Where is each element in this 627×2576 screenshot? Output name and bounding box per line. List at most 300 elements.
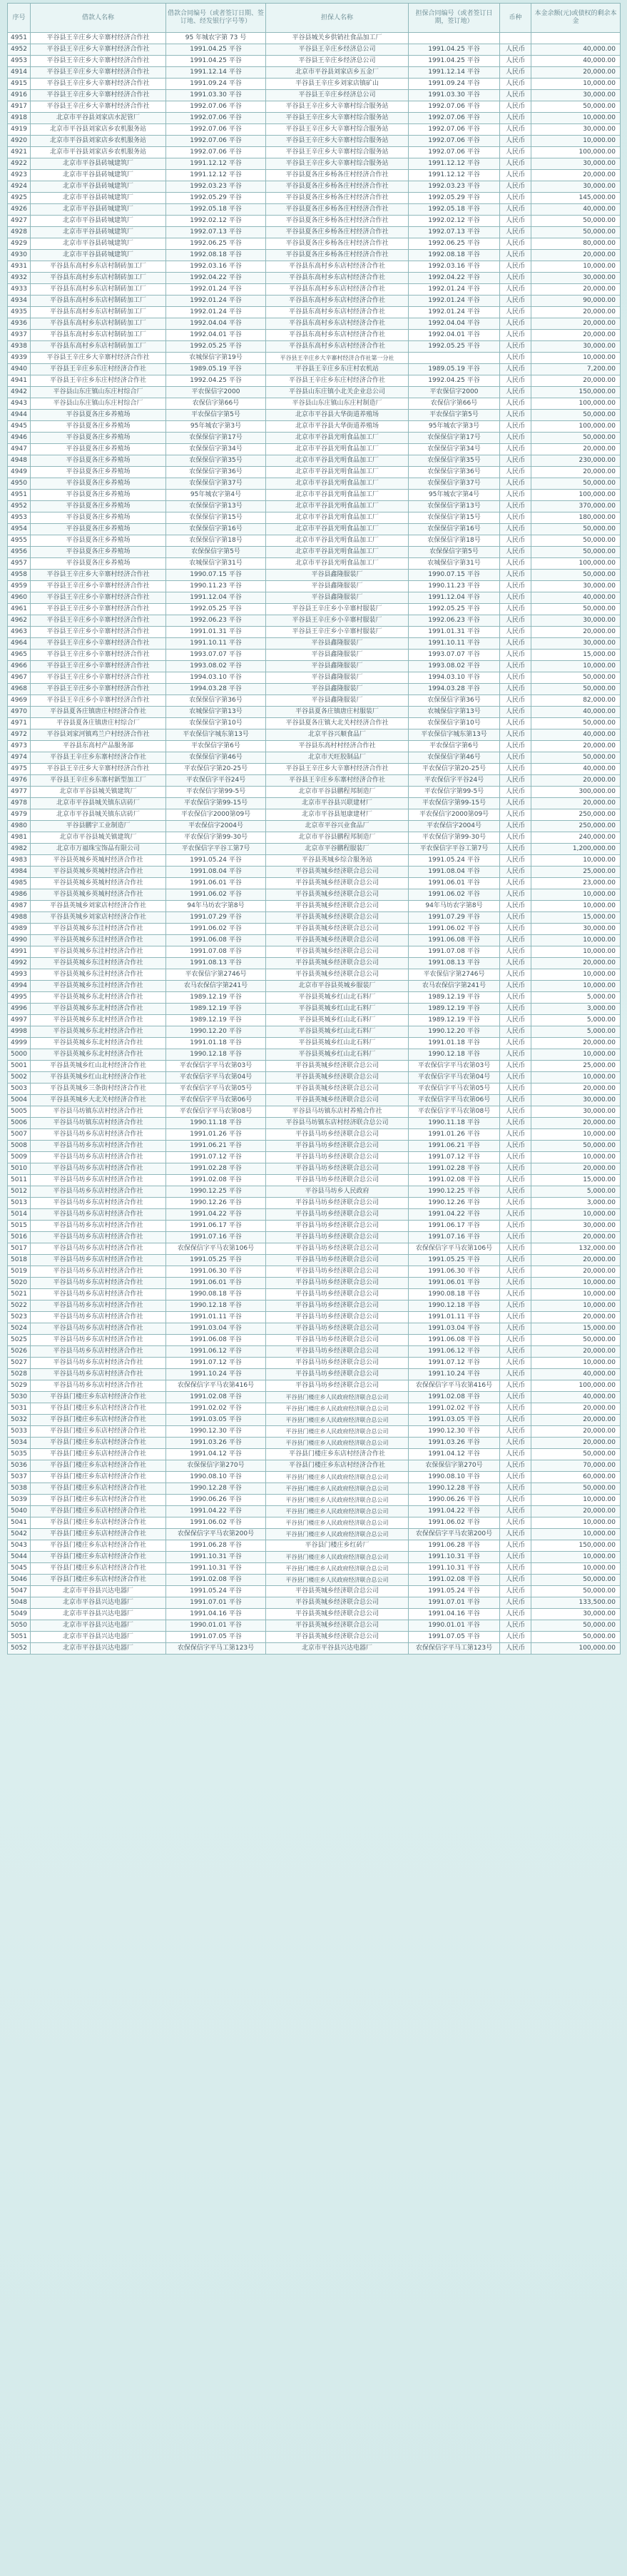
row-index: 5019 bbox=[8, 1266, 31, 1278]
row-index: 5026 bbox=[8, 1346, 31, 1358]
row-currency: 人民币 bbox=[500, 1426, 531, 1438]
table-row bbox=[8, 912, 621, 924]
row-index: 4993 bbox=[8, 969, 31, 981]
row-index: 4928 bbox=[8, 227, 31, 238]
row-currency: 人民币 bbox=[500, 1460, 531, 1472]
row-currency: 人民币 bbox=[500, 307, 531, 318]
row-index: 5017 bbox=[8, 1243, 31, 1255]
row-borrower: 北京市平谷县砖城建筑厂 bbox=[31, 181, 166, 193]
row-loan-contract: 平农保信字2004号 bbox=[166, 821, 266, 832]
row-guarantee-contract: 1992.04.25 平谷 bbox=[409, 375, 500, 387]
row-guarantee-contract: 平农保信字第2746号 bbox=[409, 969, 500, 981]
row-borrower: 平谷县门楼庄乡东店村经济合作社 bbox=[31, 1540, 166, 1552]
row-guarantor: 平谷县东高村乡东店村经济合作社 bbox=[266, 273, 409, 284]
row-guarantee-contract: 平农保信字平马农第04号 bbox=[409, 1072, 500, 1084]
row-currency: 人民币 bbox=[500, 353, 531, 364]
row-index: 4932 bbox=[8, 273, 31, 284]
row-currency: 人民币 bbox=[500, 387, 531, 398]
table-row bbox=[8, 969, 621, 981]
row-guarantee-contract: 1991.05.24 平谷 bbox=[409, 855, 500, 867]
row-guarantee-contract: 1989.05.19 平谷 bbox=[409, 364, 500, 375]
table-row bbox=[8, 79, 621, 90]
row-index: 4935 bbox=[8, 307, 31, 318]
row-currency: 人民币 bbox=[500, 684, 531, 695]
row-loan-contract: 平农保信字第2746号 bbox=[166, 969, 266, 981]
row-borrower: 平谷县王辛庄乡小辛寨村经济合作社 bbox=[31, 604, 166, 615]
row-guarantor: 平谷县东高村乡东店村经济合作社 bbox=[266, 341, 409, 353]
row-guarantor: 北京市平谷县光明食品加工厂 bbox=[266, 558, 409, 570]
row-principal: 145,000.00 bbox=[531, 193, 621, 204]
row-currency: 人民币 bbox=[500, 1004, 531, 1015]
row-principal: 20,000.00 bbox=[531, 318, 621, 330]
row-loan-contract: 平农保信字平谷工第7号 bbox=[166, 844, 266, 855]
row-loan-contract: 1990.12.20 平谷 bbox=[166, 1026, 266, 1038]
row-index: 5014 bbox=[8, 1209, 31, 1221]
row-guarantor: 平谷县马坊乡经济联合总公司 bbox=[266, 1380, 409, 1392]
row-guarantee-contract: 1991.01.31 平谷 bbox=[409, 627, 500, 638]
row-loan-contract: 1991.03.05 平谷 bbox=[166, 1415, 266, 1426]
row-loan-contract: 平农保信字第6号 bbox=[166, 741, 266, 752]
row-guarantor: 平谷县门楼庄乡人民政府经济联合总公司 bbox=[266, 1529, 409, 1540]
row-borrower: 平谷县东高村乡东店村制砖加工厂 bbox=[31, 273, 166, 284]
row-guarantor: 平谷县王辛庄乡经济总公司 bbox=[266, 90, 409, 101]
header-principal: 本金余额(元)或债权的剩余本金 bbox=[531, 4, 621, 33]
row-currency: 人民币 bbox=[500, 832, 531, 844]
row-index: 4949 bbox=[8, 467, 31, 478]
row-index: 5030 bbox=[8, 1392, 31, 1403]
row-currency: 人民币 bbox=[500, 958, 531, 969]
row-guarantor: 平谷县马坊乡经济联合总公司 bbox=[266, 1243, 409, 1255]
row-currency: 人民币 bbox=[500, 1198, 531, 1209]
row-borrower: 平谷县山东庄镇山东庄村综合厂 bbox=[31, 398, 166, 410]
row-guarantor: 平谷县城关乡供销社食品加工厂 bbox=[266, 33, 409, 44]
row-currency: 人民币 bbox=[500, 581, 531, 592]
row-loan-contract: 1991.06.02 平谷 bbox=[166, 924, 266, 935]
row-principal: 50,000.00 bbox=[531, 1586, 621, 1597]
row-guarantor: 平谷县马坊乡经济联合总公司 bbox=[266, 1346, 409, 1358]
row-guarantee-contract: 1991.06.01 平谷 bbox=[409, 878, 500, 889]
row-loan-contract: 95 年城农字第 73 号 bbox=[166, 33, 266, 44]
row-currency: 人民币 bbox=[500, 1597, 531, 1609]
row-guarantee-contract: 1992.05.29 平谷 bbox=[409, 193, 500, 204]
row-guarantor: 平谷县英城乡经济联合总公司 bbox=[266, 1084, 409, 1095]
row-loan-contract: 1992.03.16 平谷 bbox=[166, 261, 266, 273]
row-borrower: 平谷县英城乡东北村经济合作社 bbox=[31, 992, 166, 1004]
row-guarantor: 北京市平谷县光明食品加工厂 bbox=[266, 501, 409, 512]
row-guarantor: 平谷县英城乡红山北石料厂 bbox=[266, 992, 409, 1004]
table-row bbox=[8, 524, 621, 535]
row-index: 5029 bbox=[8, 1380, 31, 1392]
row-borrower: 平谷县英城乡刘家店村经济合作社 bbox=[31, 912, 166, 924]
row-principal: 5,000.00 bbox=[531, 992, 621, 1004]
row-guarantee-contract: 1992.04.04 平谷 bbox=[409, 318, 500, 330]
row-guarantor: 平谷县马坊乡经济联合总公司 bbox=[266, 1335, 409, 1346]
row-currency: 人民币 bbox=[500, 661, 531, 672]
row-borrower: 平谷县马坊镇东店村经济合作社 bbox=[31, 1118, 166, 1129]
row-principal: 10,000.00 bbox=[531, 855, 621, 867]
row-borrower: 平谷县马坊乡东店村经济合作社 bbox=[31, 1266, 166, 1278]
row-guarantor: 平谷县马坊乡经济联合总公司 bbox=[266, 1266, 409, 1278]
row-loan-contract: 1991.12.12 平谷 bbox=[166, 170, 266, 181]
row-loan-contract: 1990.11.23 平谷 bbox=[166, 581, 266, 592]
row-guarantee-contract: 1991.06.02 平谷 bbox=[409, 1517, 500, 1529]
row-guarantor: 平谷县英城乡经济联合总公司 bbox=[266, 924, 409, 935]
row-borrower: 平谷县夏各庄乡养殖场 bbox=[31, 433, 166, 444]
header-borrower: 借款人名称 bbox=[31, 4, 166, 33]
row-guarantee-contract: 1992.04.22 平谷 bbox=[409, 273, 500, 284]
row-loan-contract: 平农保信字2000 bbox=[166, 387, 266, 398]
row-borrower: 平谷县马坊乡东店村经济合作社 bbox=[31, 1312, 166, 1323]
row-loan-contract: 农保保信字平马工第123号 bbox=[166, 1643, 266, 1655]
row-loan-contract: 1992.04.25 平谷 bbox=[166, 375, 266, 387]
row-loan-contract: 94年马坊农字第8号 bbox=[166, 901, 266, 912]
row-guarantee-contract: 农城保信字第31号 bbox=[409, 558, 500, 570]
table-row bbox=[8, 981, 621, 992]
table-row bbox=[8, 307, 621, 318]
table-row bbox=[8, 1266, 621, 1278]
row-currency: 人民币 bbox=[500, 764, 531, 775]
row-currency: 人民币 bbox=[500, 1163, 531, 1175]
row-principal: 150,000.00 bbox=[531, 387, 621, 398]
row-borrower: 平谷县门楼庄乡东店村经济合作社 bbox=[31, 1552, 166, 1563]
row-principal: 50,000.00 bbox=[531, 684, 621, 695]
row-borrower: 平谷县王辛庄乡大辛寨村经济合作社 bbox=[31, 56, 166, 67]
row-loan-contract: 1992.07.06 平谷 bbox=[166, 113, 266, 124]
row-borrower: 北京市平谷县兴达电器厂 bbox=[31, 1609, 166, 1620]
row-principal: 300,000.00 bbox=[531, 787, 621, 798]
row-loan-contract: 1991.06.21 平谷 bbox=[166, 1141, 266, 1152]
row-guarantee-contract: 1991.06.01 平谷 bbox=[409, 1278, 500, 1289]
row-principal: 100,000.00 bbox=[531, 398, 621, 410]
row-principal: 40,000.00 bbox=[531, 592, 621, 604]
table-row bbox=[8, 1632, 621, 1643]
row-guarantor: 北京市平谷县光明食品加工厂 bbox=[266, 547, 409, 558]
row-principal: 10,000.00 bbox=[531, 889, 621, 901]
row-guarantee-contract: 平农保信字平谷24号 bbox=[409, 775, 500, 787]
table-row bbox=[8, 1483, 621, 1495]
row-index: 5042 bbox=[8, 1529, 31, 1540]
row-guarantee-contract: 1992.07.13 平谷 bbox=[409, 227, 500, 238]
row-currency: 人民币 bbox=[500, 547, 531, 558]
row-loan-contract: 1991.04.12 平谷 bbox=[166, 1449, 266, 1460]
row-guarantor: 北京市平谷县光明食品加工厂 bbox=[266, 433, 409, 444]
row-loan-contract: 1994.03.10 平谷 bbox=[166, 672, 266, 684]
row-principal: 150,000.00 bbox=[531, 1540, 621, 1552]
row-currency: 人民币 bbox=[500, 889, 531, 901]
table-row bbox=[8, 650, 621, 661]
row-guarantee-contract: 1992.06.25 平谷 bbox=[409, 238, 500, 250]
row-guarantee-contract: 1991.06.30 平谷 bbox=[409, 1266, 500, 1278]
table-row bbox=[8, 1575, 621, 1586]
row-loan-contract: 农保保信字第46号 bbox=[166, 752, 266, 764]
row-guarantee-contract: 1991.06.02 平谷 bbox=[409, 924, 500, 935]
row-borrower: 平谷县东高村乡东店村制砖加工厂 bbox=[31, 341, 166, 353]
row-borrower: 平谷县马坊乡东店村经济合作社 bbox=[31, 1243, 166, 1255]
row-borrower: 平谷县夏各庄乡养殖场 bbox=[31, 558, 166, 570]
row-index: 4943 bbox=[8, 398, 31, 410]
row-index: 5050 bbox=[8, 1620, 31, 1632]
row-guarantee-contract: 1991.07.12 平谷 bbox=[409, 1152, 500, 1163]
table-row bbox=[8, 1312, 621, 1323]
row-borrower: 平谷县夏各庄乡养殖场 bbox=[31, 478, 166, 490]
row-borrower: 平谷县门楼庄乡东店村经济合作社 bbox=[31, 1483, 166, 1495]
row-index: 4981 bbox=[8, 832, 31, 844]
row-guarantee-contract: 1991.08.04 平谷 bbox=[409, 867, 500, 878]
row-borrower: 平谷县英城乡英城村经济合作社 bbox=[31, 878, 166, 889]
row-currency: 人民币 bbox=[500, 1015, 531, 1026]
row-guarantor: 平谷县马坊乡经济联合总公司 bbox=[266, 1198, 409, 1209]
row-guarantee-contract: 1992.05.18 平谷 bbox=[409, 204, 500, 216]
table-row bbox=[8, 787, 621, 798]
row-principal: 30,000.00 bbox=[531, 1221, 621, 1232]
row-index: 5051 bbox=[8, 1632, 31, 1643]
row-index: 4939 bbox=[8, 353, 31, 364]
row-currency: 人民币 bbox=[500, 101, 531, 113]
row-index: 4951 bbox=[8, 490, 31, 501]
row-currency: 人民币 bbox=[500, 1563, 531, 1575]
row-borrower: 平谷县马坊乡东店村经济合作社 bbox=[31, 1232, 166, 1243]
row-currency: 人民币 bbox=[500, 44, 531, 56]
row-currency: 人民币 bbox=[500, 181, 531, 193]
row-guarantee-contract: 农保保信字第17号 bbox=[409, 433, 500, 444]
table-row bbox=[8, 1335, 621, 1346]
row-borrower: 平谷县英城乡英城村经济合作社 bbox=[31, 867, 166, 878]
row-borrower: 平谷县王辛庄乡大辛寨村经济合作社 bbox=[31, 90, 166, 101]
row-principal: 50,000.00 bbox=[531, 410, 621, 421]
debt-table bbox=[7, 3, 621, 1655]
table-row bbox=[8, 604, 621, 615]
row-loan-contract: 1991.02.28 平谷 bbox=[166, 1163, 266, 1175]
table-row bbox=[8, 387, 621, 398]
table-row bbox=[8, 695, 621, 707]
row-guarantor: 北京市天旺胶制品厂 bbox=[266, 752, 409, 764]
table-row bbox=[8, 718, 621, 729]
row-index: 4977 bbox=[8, 787, 31, 798]
row-borrower: 平谷县王辛庄乡小辛寨村经济合作社 bbox=[31, 592, 166, 604]
row-borrower: 平谷县王辛庄乡大辛寨村经济合作社 bbox=[31, 101, 166, 113]
row-borrower: 平谷县英城乡东北村经济合作社 bbox=[31, 1004, 166, 1015]
row-borrower: 平谷县王辛庄乡小辛寨村经济合作社 bbox=[31, 638, 166, 650]
row-borrower: 平谷县门楼庄乡东店村经济合作社 bbox=[31, 1506, 166, 1517]
row-index: 4965 bbox=[8, 650, 31, 661]
row-currency: 人民币 bbox=[500, 250, 531, 261]
row-currency: 人民币 bbox=[500, 433, 531, 444]
row-borrower: 北京市平谷县砖城建筑厂 bbox=[31, 238, 166, 250]
row-guarantee-contract: 1991.02.08 平谷 bbox=[409, 1575, 500, 1586]
row-guarantor: 平谷县门楼庄乡人民政府经济联合总公司 bbox=[266, 1506, 409, 1517]
row-guarantor: 平谷县门楼庄乡人民政府经济联合总公司 bbox=[266, 1495, 409, 1506]
row-principal: 100,000.00 bbox=[531, 1643, 621, 1655]
row-loan-contract: 1989.05.19 平谷 bbox=[166, 364, 266, 375]
row-guarantor: 平谷县英城乡经济联合总公司 bbox=[266, 946, 409, 958]
row-guarantee-contract: 农马农保信字第241号 bbox=[409, 981, 500, 992]
row-borrower: 平谷县马坊乡东店村经济合作社 bbox=[31, 1175, 166, 1186]
row-principal: 3,000.00 bbox=[531, 1004, 621, 1015]
row-principal: 40,000.00 bbox=[531, 729, 621, 741]
table-row bbox=[8, 1586, 621, 1597]
row-guarantee-contract: 农保保信字第270号 bbox=[409, 1460, 500, 1472]
row-guarantee-contract: 农保保信字平马农第106号 bbox=[409, 1243, 500, 1255]
row-index: 4936 bbox=[8, 318, 31, 330]
row-loan-contract: 农保保信字第36号 bbox=[166, 467, 266, 478]
row-guarantee-contract: 1991.02.08 平谷 bbox=[409, 1392, 500, 1403]
row-guarantor: 平谷县夏各庄乡杨各庄村经济合作社 bbox=[266, 204, 409, 216]
row-borrower: 平谷县英城乡东北村经济合作社 bbox=[31, 1026, 166, 1038]
row-loan-contract: 1991.04.16 平谷 bbox=[166, 1609, 266, 1620]
row-loan-contract: 平农保信字第99-30号 bbox=[166, 832, 266, 844]
row-currency: 人民币 bbox=[500, 1323, 531, 1335]
row-index: 4957 bbox=[8, 558, 31, 570]
row-guarantee-contract: 1991.01.11 平谷 bbox=[409, 1312, 500, 1323]
row-borrower: 平谷县马坊乡东店村经济合作社 bbox=[31, 1129, 166, 1141]
row-guarantor: 平谷县王辛庄乡东寨村经济合作社 bbox=[266, 775, 409, 787]
row-guarantor: 平谷县鑫隆服装厂 bbox=[266, 650, 409, 661]
row-guarantee-contract: 1993.08.02 平谷 bbox=[409, 661, 500, 672]
row-borrower: 北京市平谷县城关镇建筑厂 bbox=[31, 832, 166, 844]
row-borrower: 平谷县王辛庄乡小辛寨村经济合作社 bbox=[31, 650, 166, 661]
row-index: 4921 bbox=[8, 147, 31, 158]
row-currency: 人民币 bbox=[500, 398, 531, 410]
row-guarantee-contract: 平农保信字城东第13号 bbox=[409, 729, 500, 741]
row-principal: 10,000.00 bbox=[531, 661, 621, 672]
row-borrower: 北京市平谷县砖城建筑厂 bbox=[31, 216, 166, 227]
row-loan-contract: 平农保信字第99-15号 bbox=[166, 798, 266, 809]
table-row bbox=[8, 410, 621, 421]
row-guarantor: 平谷县王辛庄乡小辛寨村服装厂 bbox=[266, 604, 409, 615]
row-index: 4973 bbox=[8, 741, 31, 752]
row-index: 4966 bbox=[8, 661, 31, 672]
row-currency: 人民币 bbox=[500, 478, 531, 490]
table-row bbox=[8, 1540, 621, 1552]
row-loan-contract: 1991.08.13 平谷 bbox=[166, 958, 266, 969]
row-borrower: 平谷县马坊乡东店村经济合作社 bbox=[31, 1198, 166, 1209]
row-currency: 人民币 bbox=[500, 204, 531, 216]
row-borrower: 北京市平谷县城关镇东店砖厂 bbox=[31, 798, 166, 809]
row-loan-contract: 1991.04.22 平谷 bbox=[166, 1209, 266, 1221]
row-loan-contract: 农保保信字第37号 bbox=[166, 478, 266, 490]
row-loan-contract: 1991.07.12 平谷 bbox=[166, 1152, 266, 1163]
row-guarantor: 平谷县夏各庄乡杨各庄村经济合作社 bbox=[266, 227, 409, 238]
row-principal: 20,000.00 bbox=[531, 627, 621, 638]
row-guarantee-contract: 1991.04.16 平谷 bbox=[409, 1609, 500, 1620]
row-principal: 20,000.00 bbox=[531, 1426, 621, 1438]
row-guarantor: 平谷县英城乡综合服务站 bbox=[266, 855, 409, 867]
row-loan-contract: 1990.12.28 平谷 bbox=[166, 1483, 266, 1495]
table-row bbox=[8, 1472, 621, 1483]
row-currency: 人民币 bbox=[500, 946, 531, 958]
table-row bbox=[8, 1495, 621, 1506]
row-loan-contract: 平农保信字第20-25号 bbox=[166, 764, 266, 775]
table-row bbox=[8, 490, 621, 501]
row-guarantee-contract: 平农保信字平马农第05号 bbox=[409, 1084, 500, 1095]
row-index: 4944 bbox=[8, 410, 31, 421]
table-row bbox=[8, 1049, 621, 1061]
row-loan-contract: 1990.12.25 平谷 bbox=[166, 1186, 266, 1198]
row-loan-contract: 农保保信字第270号 bbox=[166, 1460, 266, 1472]
row-index: 4994 bbox=[8, 981, 31, 992]
row-index: 4942 bbox=[8, 387, 31, 398]
row-index: 4933 bbox=[8, 284, 31, 296]
table-row bbox=[8, 1300, 621, 1312]
row-index: 5038 bbox=[8, 1483, 31, 1495]
row-guarantor: 平谷县门楼庄乡人民政府经济联合总公司 bbox=[266, 1552, 409, 1563]
row-index: 4982 bbox=[8, 844, 31, 855]
row-currency: 人民币 bbox=[500, 1061, 531, 1072]
row-index: 4983 bbox=[8, 855, 31, 867]
row-guarantor: 平谷县马坊镇东店村经济联合总公司 bbox=[266, 1118, 409, 1129]
row-index: 5048 bbox=[8, 1597, 31, 1609]
row-borrower: 平谷县王辛庄乡大辛寨村经济合作社 bbox=[31, 764, 166, 775]
row-currency: 人民币 bbox=[500, 1232, 531, 1243]
row-loan-contract: 1991.12.14 平谷 bbox=[166, 67, 266, 79]
row-index: 4997 bbox=[8, 1015, 31, 1026]
row-guarantee-contract: 1989.12.19 平谷 bbox=[409, 1004, 500, 1015]
row-index: 4984 bbox=[8, 867, 31, 878]
row-borrower: 平谷县夏各庄镇唐庄村经济合作社 bbox=[31, 707, 166, 718]
table-row bbox=[8, 1163, 621, 1175]
table-row bbox=[8, 901, 621, 912]
row-index: 5044 bbox=[8, 1552, 31, 1563]
table-row bbox=[8, 501, 621, 512]
row-guarantor: 平谷县马坊乡经济联合总公司 bbox=[266, 1163, 409, 1175]
row-index: 5028 bbox=[8, 1369, 31, 1380]
row-loan-contract: 1990.08.18 平谷 bbox=[166, 1289, 266, 1300]
row-guarantor: 北京市平谷县光明食品加工厂 bbox=[266, 467, 409, 478]
table-row bbox=[8, 752, 621, 764]
row-index: 5049 bbox=[8, 1609, 31, 1620]
row-loan-contract: 1991.07.29 平谷 bbox=[166, 912, 266, 924]
row-principal: 30,000.00 bbox=[531, 273, 621, 284]
row-index: 5015 bbox=[8, 1221, 31, 1232]
row-loan-contract: 平农保信字2000第09号 bbox=[166, 809, 266, 821]
row-principal: 10,000.00 bbox=[531, 353, 621, 364]
row-loan-contract: 1989.12.19 平谷 bbox=[166, 1015, 266, 1026]
table-row bbox=[8, 1597, 621, 1609]
row-borrower: 平谷县英城乡东洼村经济合作社 bbox=[31, 981, 166, 992]
row-index: 5003 bbox=[8, 1084, 31, 1095]
row-currency: 人民币 bbox=[500, 912, 531, 924]
row-guarantor: 平谷县鑫隆服装厂 bbox=[266, 581, 409, 592]
row-borrower: 北京市平谷县城关镇建筑厂 bbox=[31, 787, 166, 798]
row-currency: 人民币 bbox=[500, 672, 531, 684]
row-loan-contract: 1992.06.25 平谷 bbox=[166, 238, 266, 250]
row-principal: 20,000.00 bbox=[531, 330, 621, 341]
row-guarantor: 平谷县英城乡经济联合总公司 bbox=[266, 1609, 409, 1620]
row-currency: 人民币 bbox=[500, 341, 531, 353]
row-index: 5043 bbox=[8, 1540, 31, 1552]
row-currency: 人民币 bbox=[500, 1209, 531, 1221]
row-borrower: 平谷县英城乡红山北村经济合作社 bbox=[31, 1072, 166, 1084]
row-principal: 25,000.00 bbox=[531, 867, 621, 878]
row-guarantee-contract: 1991.04.22 平谷 bbox=[409, 1209, 500, 1221]
row-index: 4929 bbox=[8, 238, 31, 250]
row-index: 4953 bbox=[8, 56, 31, 67]
row-currency: 人民币 bbox=[500, 410, 531, 421]
row-currency: 人民币 bbox=[500, 1221, 531, 1232]
row-guarantor: 平谷县王辛庄乡大辛寨村综合服务站 bbox=[266, 113, 409, 124]
row-loan-contract: 农保信字第66号 bbox=[166, 398, 266, 410]
header-loan-contract: 借款合同编号（或者签订日期、签订地、经发银行字号等） bbox=[166, 4, 266, 33]
row-guarantee-contract: 1990.12.28 平谷 bbox=[409, 1483, 500, 1495]
row-borrower: 平谷县王辛庄乡东寨村经济合作社 bbox=[31, 752, 166, 764]
row-borrower: 北京市平谷县兴达电器厂 bbox=[31, 1597, 166, 1609]
row-principal: 40,000.00 bbox=[531, 764, 621, 775]
row-borrower: 北京市平谷县砖城建筑厂 bbox=[31, 250, 166, 261]
row-guarantor: 平谷县英城乡经济联合总公司 bbox=[266, 1632, 409, 1643]
row-guarantor: 平谷县东高村乡东店村经济合作社 bbox=[266, 318, 409, 330]
row-loan-contract: 农马农保信字第241号 bbox=[166, 981, 266, 992]
row-borrower: 平谷县鹏宇工业制造厂 bbox=[31, 821, 166, 832]
